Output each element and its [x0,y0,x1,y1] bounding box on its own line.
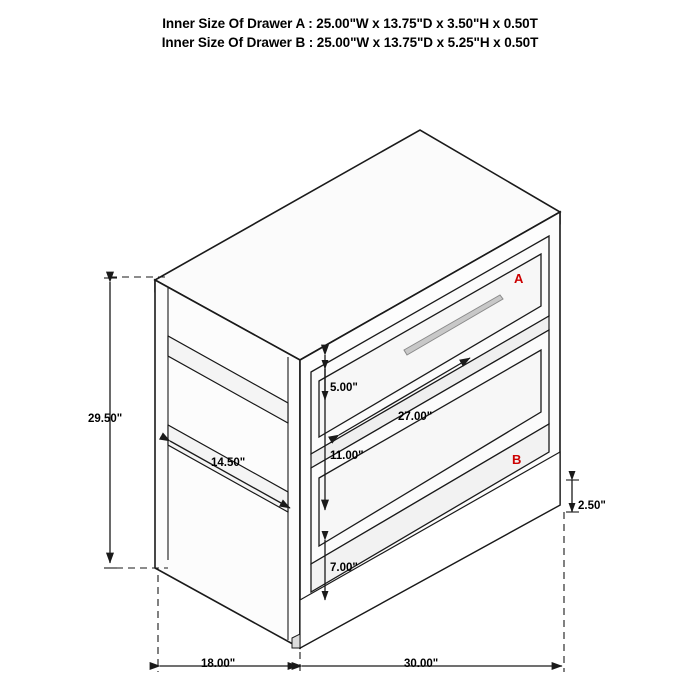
spec-drawer-a: Inner Size Of Drawer A : 25.00"W x 13.75"D x 3.50"H x 0.50T [162,16,538,31]
label-side-depth: 14.50" [211,457,246,469]
label-lower-opening: 7.00" [330,562,358,574]
label-drawer-b: B [512,452,522,467]
label-drawer-a: A [514,271,524,286]
label-overall-height: 29.50" [88,413,123,425]
label-drawer-a-opening: 5.00" [330,382,358,394]
label-bottom-depth: 18.00" [201,658,236,670]
label-front-width: 27.00" [398,411,433,423]
spec-drawer-b: Inner Size Of Drawer B : 25.00"W x 13.75"D x 5.25"H x 0.50T [161,35,539,50]
label-bottom-width: 30.00" [404,658,439,670]
label-mid-height: 11.00" [330,450,364,462]
label-base-height: 2.50" [578,500,606,512]
